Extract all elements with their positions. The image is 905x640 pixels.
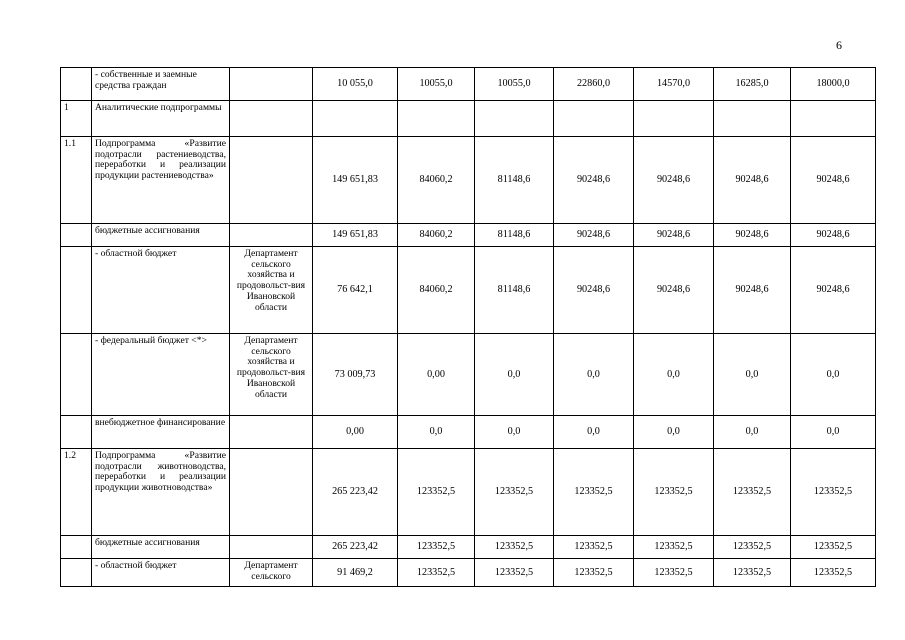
value-cell: 123352,5 <box>475 536 554 559</box>
row-index-cell <box>61 559 92 587</box>
row-name-cell: - областной бюджет <box>92 247 230 334</box>
value-cell: 91 469,2 <box>313 559 398 587</box>
row-index-cell <box>61 224 92 247</box>
value-cell: 84060,2 <box>398 137 475 224</box>
value-cell: 123352,5 <box>791 449 876 536</box>
value-cell <box>475 101 554 137</box>
table-row <box>61 68 876 101</box>
value-cell: 0,0 <box>554 334 634 416</box>
value-cell: 76 642,1 <box>313 247 398 334</box>
value-cell: 123352,5 <box>791 536 876 559</box>
value-cell: 90248,6 <box>634 224 714 247</box>
value-cell: 90248,6 <box>791 247 876 334</box>
value-cell: 10055,0 <box>475 68 554 101</box>
value-cell: 90248,6 <box>791 224 876 247</box>
value-cell: 10055,0 <box>398 68 475 101</box>
value-cell: 123352,5 <box>634 559 714 587</box>
row-name-cell: - собственные и заемные средства граждан <box>92 68 230 101</box>
value-cell: 90248,6 <box>791 137 876 224</box>
value-cell: 14570,0 <box>634 68 714 101</box>
table-row <box>61 559 876 587</box>
row-index-cell <box>61 536 92 559</box>
executor-cell: Департамент сельского <box>230 559 313 587</box>
value-cell: 90248,6 <box>714 247 791 334</box>
table-row <box>61 224 876 247</box>
value-cell: 0,0 <box>475 416 554 449</box>
table-row <box>61 334 876 416</box>
value-cell <box>313 101 398 137</box>
executor-cell <box>230 449 313 536</box>
page-number: 6 <box>836 38 842 52</box>
value-cell: 0,0 <box>475 334 554 416</box>
row-name-cell: бюджетные ассигнования <box>92 224 230 247</box>
value-cell: 123352,5 <box>554 559 634 587</box>
value-cell: 0,0 <box>714 334 791 416</box>
value-cell: 90248,6 <box>714 224 791 247</box>
value-cell: 90248,6 <box>634 247 714 334</box>
value-cell: 0,0 <box>791 334 876 416</box>
row-name-cell: внебюджетное финансирование <box>92 416 230 449</box>
value-cell <box>714 101 791 137</box>
table-row <box>61 247 876 334</box>
value-cell: 123352,5 <box>714 559 791 587</box>
row-index-cell <box>61 68 92 101</box>
executor-cell <box>230 536 313 559</box>
value-cell: 123352,5 <box>398 559 475 587</box>
value-cell: 84060,2 <box>398 247 475 334</box>
row-name-cell: Аналитические подпрограммы <box>92 101 230 137</box>
executor-cell <box>230 137 313 224</box>
table-row <box>61 101 876 137</box>
value-cell: 0,0 <box>634 416 714 449</box>
value-cell <box>398 101 475 137</box>
value-cell: 123352,5 <box>554 536 634 559</box>
value-cell <box>634 101 714 137</box>
value-cell: 0,00 <box>398 334 475 416</box>
value-cell: 149 651,83 <box>313 224 398 247</box>
value-cell: 0,0 <box>714 416 791 449</box>
value-cell: 73 009,73 <box>313 334 398 416</box>
row-name-cell: Подпрограмма «Развитие подотрасли животноводства, переработки и реализации продукции животноводства» <box>92 449 230 536</box>
value-cell: 0,0 <box>398 416 475 449</box>
value-cell: 90248,6 <box>554 224 634 247</box>
executor-cell <box>230 224 313 247</box>
row-index-cell: 1.1 <box>61 137 92 224</box>
value-cell: 123352,5 <box>634 449 714 536</box>
value-cell: 18000,0 <box>791 68 876 101</box>
table-row <box>61 449 876 536</box>
value-cell <box>791 101 876 137</box>
value-cell: 0,0 <box>554 416 634 449</box>
table-row <box>61 416 876 449</box>
value-cell: 81148,6 <box>475 247 554 334</box>
value-cell: 123352,5 <box>714 536 791 559</box>
value-cell: 123352,5 <box>398 449 475 536</box>
value-cell: 90248,6 <box>554 137 634 224</box>
value-cell: 123352,5 <box>554 449 634 536</box>
budget-table <box>60 67 876 587</box>
value-cell: 0,0 <box>634 334 714 416</box>
value-cell: 123352,5 <box>475 449 554 536</box>
value-cell: 10 055,0 <box>313 68 398 101</box>
value-cell: 0,0 <box>791 416 876 449</box>
row-name-cell: - федеральный бюджет <*> <box>92 334 230 416</box>
value-cell: 84060,2 <box>398 224 475 247</box>
value-cell: 265 223,42 <box>313 536 398 559</box>
value-cell: 81148,6 <box>475 224 554 247</box>
value-cell: 81148,6 <box>475 137 554 224</box>
value-cell: 22860,0 <box>554 68 634 101</box>
value-cell: 123352,5 <box>714 449 791 536</box>
value-cell: 0,00 <box>313 416 398 449</box>
row-name-cell: бюджетные ассигнования <box>92 536 230 559</box>
value-cell <box>554 101 634 137</box>
value-cell: 90248,6 <box>714 137 791 224</box>
row-name-cell: Подпрограмма «Развитие подотрасли растениеводства, переработки и реализации продукции растениеводства» <box>92 137 230 224</box>
executor-cell: Департамент сельского хозяйства и продовольст-вия Ивановской области <box>230 247 313 334</box>
table-row <box>61 137 876 224</box>
value-cell: 90248,6 <box>554 247 634 334</box>
table-row <box>61 536 876 559</box>
row-index-cell: 1.2 <box>61 449 92 536</box>
executor-cell <box>230 416 313 449</box>
value-cell: 149 651,83 <box>313 137 398 224</box>
value-cell: 123352,5 <box>475 559 554 587</box>
value-cell: 90248,6 <box>634 137 714 224</box>
row-name-cell: - областной бюджет <box>92 559 230 587</box>
row-index-cell <box>61 416 92 449</box>
value-cell: 123352,5 <box>398 536 475 559</box>
executor-cell: Департамент сельского хозяйства и продовольст-вия Ивановской области <box>230 334 313 416</box>
row-index-cell: 1 <box>61 101 92 137</box>
executor-cell <box>230 68 313 101</box>
value-cell: 123352,5 <box>791 559 876 587</box>
value-cell: 265 223,42 <box>313 449 398 536</box>
executor-cell <box>230 101 313 137</box>
row-index-cell <box>61 247 92 334</box>
value-cell: 16285,0 <box>714 68 791 101</box>
value-cell: 123352,5 <box>634 536 714 559</box>
row-index-cell <box>61 334 92 416</box>
